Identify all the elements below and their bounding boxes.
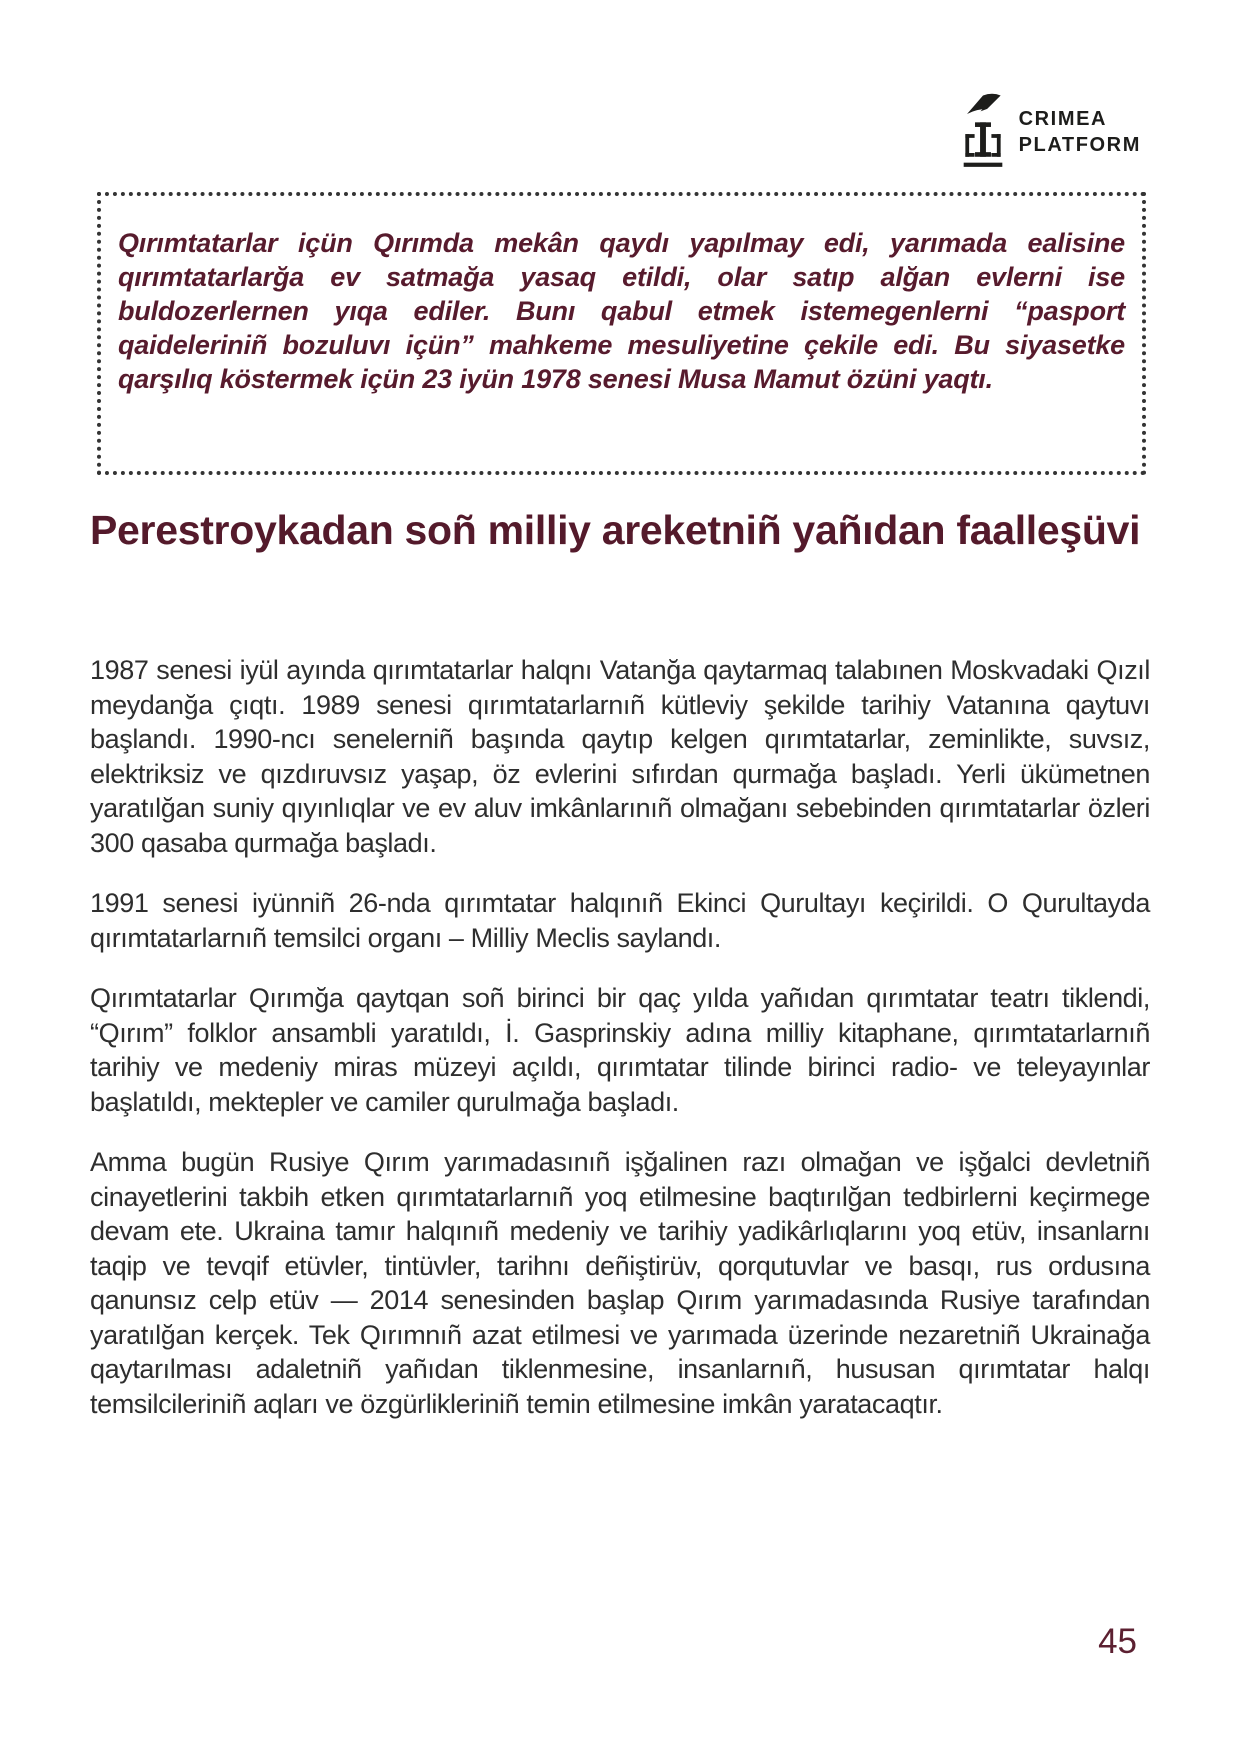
body-text [90,653,1150,1447]
logo-wordmark-line2: PLATFORM [1018,134,1141,156]
paragraph-1: 1987 senesi iyül ayında qırımtatarlar halqnı Vatanğa qaytarmaq talabınen Moskvadaki Qızıl meydanğa çıqtı. 1989 senesi qırımtatarlarnıñ kütleviy şekilde tarihiy Vatanına qaytuvı başlandı. 1990-ncı senelerniñ başında qaytıp kelgen qırımtatarlar, zeminlikte, suvsız, elektriksiz ve qızdıruvsız yaşap, öz evlerini sıfırdan qurmağa başladı. Yerli ükümetnen yaratılğan suniy qıyınlıqlar ve ev aluv imkânlarınıñ olmağanı sebebinden qırımtatarlar özleri 300 qasaba qurmağa başladı. [90,655,1150,858]
quote-text: Qırımtatarlar içün Qırımda mekân qaydı yapılmay edi, yarımada ealisine qırımtatarlarğa ev satmağa yasaq etildi, olar satıp alğan evlerni ise buldozerlernen yıqa ediler. Bunı qabul etmek istemegenlerni “pasport qaideleriniñ bozuluvı içün” mahkeme mesuliyetine çekile edi. Bu siyasetke qarşılıq köstermek içün 23 iyün 1978 senesi Musa Mamut özüni yaqtı. [118,228,1125,394]
crimea-platform-logo [962,92,1141,172]
crimea-platform-tamga-bird-icon [962,92,1004,172]
logo-wordmark-line1: CRIMEA [1018,108,1108,130]
paragraph-3: Qırımtatarlar Qırımğa qaytqan soñ birinci bir qaç yılda yañıdan qırımtatar teatrı tiklendi, “Qırım” folklor ansambli yaratıldı, İ. Gasprinskiy adına milliy kitaphane, qırımtatarlarnıñ tarihiy ve medeniy miras müzeyi açıldı, qırımtatar tilinde birinci radio- ve teleyayınlar başlatıldı, mektepler ve camiler qurulmağa başladı. [90,983,1150,1117]
page-number: 45 [1098,1622,1137,1661]
logo-wordmark [1019,106,1141,158]
paragraph-2: 1991 senesi iyünniñ 26-nda qırımtatar halqınıñ Ekinci Qurultayı keçirildi. O Qurultayda qırımtatarlarnıñ temsilci organı – Milliy Meclis saylandı. [90,888,1150,953]
paragraph-4: Amma bugün Rusiye Qırım yarımadasınıñ işğalinen razı olmağan ve işğalci devletniñ cinayetlerini takbih etken qırımtatarlarnıñ yoq etilmesine baqtırılğan tedbirlerni keçirmege devam ete. Ukraina tamır halqınıñ medeniy ve tarihiy yadikârlıqlarını yoq etüv, insanlarnı taqip ve tevqif etüvler, tintüvler, tarihnı deñiştirüv, qorqutuvlar ve basqı, rus ordusına qanunsız celp etüv — 2014 senesinden başlap Qırım yarımadasında Rusiye tarafından yaratılğan kerçek. Tek Qırımnıñ azat etilmesi ve yarımada üzerinde nezaretniñ Ukrainağa qaytarılması adaletniñ yañıdan tiklenmesine, insanlarnıñ, hususan qırımtatar halqı temsilcileriniñ aqları ve özgürlikleriniñ temin etilmesine imkân yaratacaqtır. [90,1147,1150,1419]
quote-box [97,192,1146,475]
page-title: Perestroykadan soñ milliy areketniñ yañıdan faalleşüvi [90,507,1141,553]
